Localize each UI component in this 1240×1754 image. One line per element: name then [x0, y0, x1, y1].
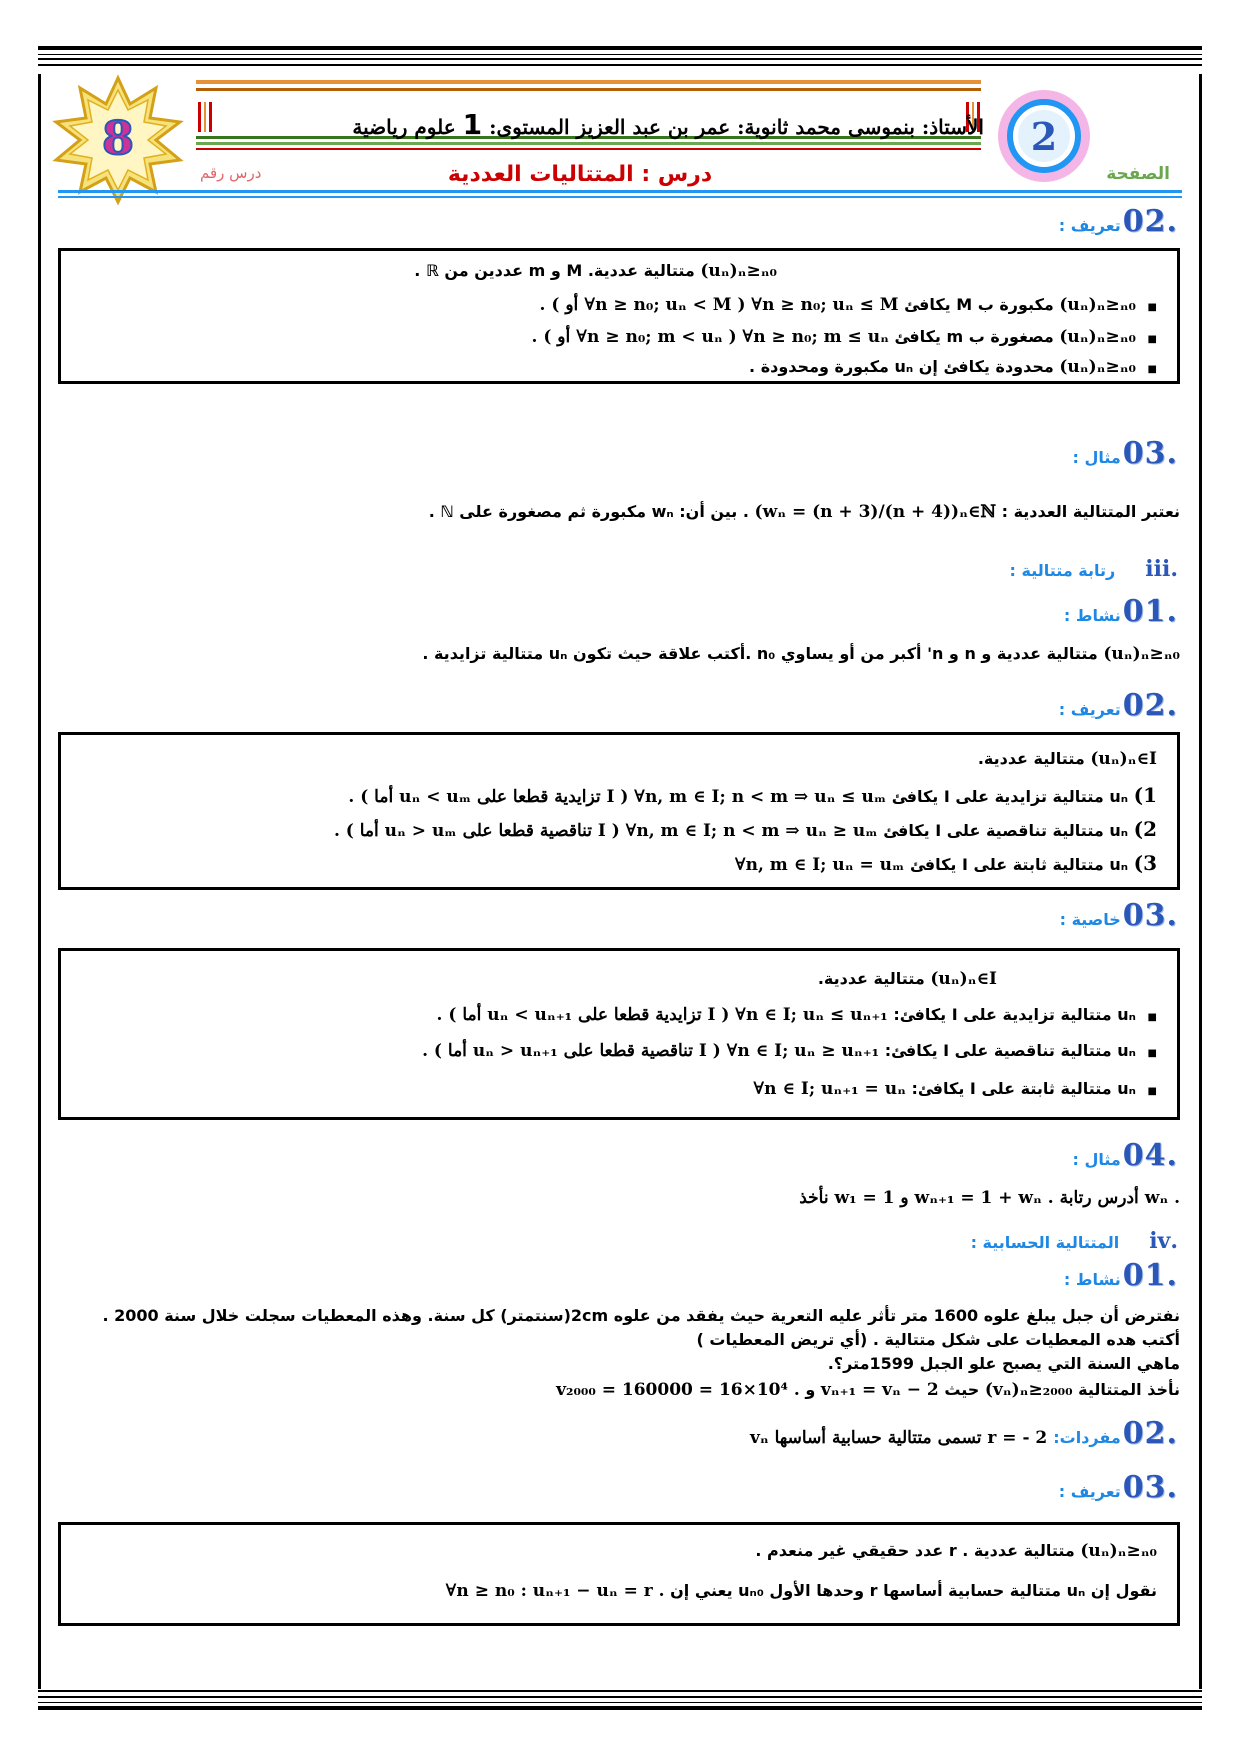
heading-definition-02b: .02 تعريف : [1058, 688, 1178, 723]
box3-line-1: (uₙ)ₙ∈I متتالية عددية. [817, 969, 997, 989]
example1-text: نعتبر المتتالية العددية : (wₙ = (n + 3)/(n + 4))ₙ∈ℕ . بين أن: wₙ مكبورة ثم مصغورة على ℕ . [428, 502, 1180, 522]
activity1-text: (uₙ)ₙ≥ₙ₀ متتالية عددية و n و n' أكبر من أو يساوي n₀ .أكتب علاقة حيث تكون uₙ متتالية تزايدية . [422, 644, 1180, 664]
box4-line-2: نقول إن uₙ متتالية حسابية أساسها r وحدها الأول uₙ₀ يعني إن ∀n ≥ n₀ : uₙ₊₁ − uₙ = r . [445, 1581, 1157, 1601]
example2-text: نأخذ w₁ = 1 و wₙ₊₁ = 1 + wₙ . أدرس رتابة wₙ . [799, 1188, 1180, 1208]
definition-box-bounded [58, 248, 1180, 384]
box4-line-1: (uₙ)ₙ≥ₙ₀ متتالية عددية . r عدد حقيقي غير منعدم . [755, 1541, 1157, 1561]
definition-box-monotonic [58, 732, 1180, 890]
box2-line-4: 3) uₙ متتالية ثابتة على I يكافئ ∀n, m ∈ I; uₙ = uₘ [734, 851, 1157, 875]
activity2-line-2: أكتب هده المعطيات على شكل متتالية . (أي تريض المعطيات ) [696, 1330, 1180, 1349]
box2-line-2: 1) uₙ متتالية تزايدية على I يكافئ ∀n, m ∈ I; n < m ⇒ uₙ ≤ uₘ . ( أما uₙ < uₘ تزايدية قطعا على I ) [348, 783, 1157, 807]
page-label: الصفحة [1106, 164, 1170, 184]
vocabulary-text: vₙ تسمى متتالية حسابية أساسها r = - 2 [750, 1428, 1048, 1448]
definition-box-arithmetic [58, 1522, 1180, 1626]
box1-line-4: ■ (uₙ)ₙ≥ₙ₀ محدودة يكافئ إن uₙ مكبورة ومحدودة . [749, 357, 1157, 377]
bottom-rule-4 [38, 1706, 1202, 1710]
header-divider-2 [58, 196, 1182, 198]
lesson-number-label: درس رقم [200, 164, 262, 182]
circle-badge-icon [996, 88, 1092, 184]
top-rule-1 [38, 46, 1202, 50]
heading-activity-01b: .01 نشاط : [1063, 1258, 1178, 1293]
box3-line-4: ■ uₙ متتالية ثابتة على I يكافئ: ∀n ∈ I; uₙ₊₁ = uₙ [753, 1079, 1157, 1099]
svg-text:8: 8 [101, 111, 135, 165]
heading-example-04: .04 مثال : [1072, 1138, 1178, 1173]
heading-activity-01: .01 نشاط : [1063, 594, 1178, 629]
heading-vocabulary-02: .02 مفردات: vₙ تسمى متتالية حسابية أساسها r = - 2 [750, 1416, 1178, 1451]
header-stripe-green-2 [196, 142, 981, 145]
box3-line-2: ■ uₙ متتالية تزايدية على I يكافئ: ∀n ∈ I; uₙ ≤ uₙ₊₁ . ( أما uₙ < uₙ₊₁ تزايدية قطعا على I ) [436, 1005, 1157, 1025]
activity2-line-3: ماهي السنة التي يصبح علو الجبل 1599متر؟. [827, 1354, 1180, 1373]
heading-definition-02: .02 تعريف : [1058, 204, 1178, 239]
header-stripe-orange [196, 80, 981, 84]
heading-property-03: .03 خاصية : [1059, 898, 1178, 933]
teacher-line: الأستاذ: بنموسى محمد ثانوية: عمر بن عبد العزيز المستوى: 1 علوم رياضية [352, 108, 984, 141]
box2-line-3: 2) uₙ متتالية تناقصية على I يكافئ ∀n, m ∈ I; n < m ⇒ uₙ ≥ uₘ . ( أما uₙ > uₘ تناقصية قطعا على I ) [333, 817, 1157, 841]
top-rule-3 [38, 58, 1202, 60]
header-stripe-brown [196, 88, 981, 91]
heading-example-03: .03 مثال : [1072, 436, 1178, 471]
heading-arithmetic-sequence: .iv المتتالية الحسابية : [970, 1228, 1178, 1254]
bottom-rule-1 [38, 1690, 1202, 1692]
box1-line-1: (uₙ)ₙ≥ₙ₀ متتالية عددية. M و m عددين من ℝ . [414, 261, 777, 281]
box2-line-1: (uₙ)ₙ∈I متتالية عددية. [977, 749, 1157, 769]
level-number: 1 [462, 108, 483, 141]
box1-line-2: ■ (uₙ)ₙ≥ₙ₀ مكبورة ب M يكافئ ∀n ≥ n₀; uₙ ≤ M . ( أو ∀n ≥ n₀; uₙ < M ) [539, 295, 1157, 315]
bottom-rule-3 [38, 1702, 1202, 1703]
svg-text:2: 2 [1030, 114, 1058, 159]
star-badge-icon [52, 74, 184, 206]
header-bars-left [198, 102, 212, 132]
header-stripe-red [196, 148, 981, 150]
box1-line-3: ■ (uₙ)ₙ≥ₙ₀ مصغورة ب m يكافئ ∀n ≥ n₀; m ≤ uₙ . ( أو ∀n ≥ n₀; m < uₙ ) [531, 327, 1157, 347]
lesson-title: درس : المتتاليات العددية [447, 162, 713, 187]
top-rule-4 [38, 64, 1202, 66]
activity2-line-4: نأخذ المتتالية (vₙ)ₙ≥₂₀₀₀ حيث vₙ₊₁ = vₙ − 2 و v₂₀₀₀ = 160000 = 16×10⁴ . [556, 1380, 1180, 1400]
box3-line-3: ■ uₙ متتالية تناقصية على I يكافئ: ∀n ∈ I; uₙ ≥ uₙ₊₁ . ( أما uₙ > uₙ₊₁ تناقصية قطعا على I ) [422, 1041, 1157, 1061]
top-rule-2 [38, 54, 1202, 55]
heading-monotonicity: .iii رتابة متتالية : [1009, 556, 1178, 582]
bottom-rule-2 [38, 1696, 1202, 1698]
property-box [58, 948, 1180, 1120]
heading-definition-03c: .03 تعريف : [1058, 1470, 1178, 1505]
header-divider-1 [58, 190, 1182, 193]
activity2-line-1: نفترض أن جبل يبلغ علوه 1600 متر تأثر عليه التعرية حيث يفقد من علوه 2cm(سنتمتر) كل سنة. وهذه المعطيات سجلت خلال سنة 2000 . [102, 1306, 1180, 1325]
